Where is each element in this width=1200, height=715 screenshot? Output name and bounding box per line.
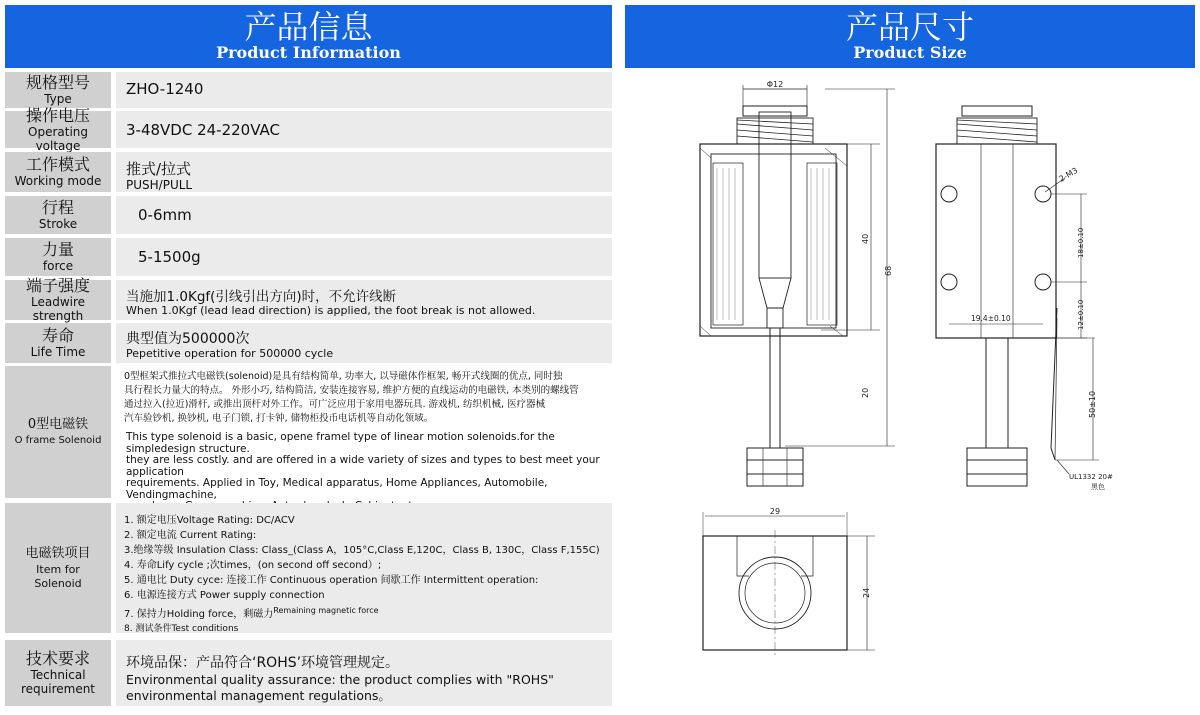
label-en: Working mode: [14, 174, 102, 188]
spec-row-voltage: [5, 105, 612, 153]
coil-left: [713, 163, 743, 325]
value-text: 0-6mm: [138, 206, 192, 224]
list-item: 4. 寿命Lify cycle ;次times，(on second off second）;: [124, 560, 382, 571]
list-item: 5. 通电比 Duty cyce: 连接工作 Continuous operation 间歇工作 Intermittent operation:: [124, 575, 539, 586]
spec-row-stroke: [5, 196, 612, 234]
label-en: O frame Solenoid: [14, 435, 102, 446]
description-line: 汽车验钞机, 换钞机, 电子门锁, 打卡钟, 储物柜投币电话机等自动化领域。: [124, 413, 434, 424]
spec-label: [5, 105, 111, 153]
spring-coils: [957, 120, 1037, 142]
description-panel: [116, 366, 612, 501]
nut-mid: [967, 460, 1027, 474]
spring-coils: [737, 120, 813, 142]
banner-title-en: Product Size: [853, 43, 967, 62]
frame-plate: [936, 144, 1056, 338]
product-information-banner: [5, 5, 612, 68]
front-view: [700, 80, 895, 486]
description-line: they are less costly. and are offered in a wide variety of sizes and types to best meet your application: [126, 454, 600, 478]
label-en: Operating voltage: [28, 124, 88, 153]
label-cn: 工作模式: [25, 155, 90, 174]
spec-row-working-mode: [5, 152, 612, 192]
value-subtext: environmental management regulations。: [126, 688, 391, 703]
side-view: [936, 106, 1113, 491]
spec-value: [116, 196, 612, 234]
spec-value: [116, 280, 612, 320]
list-item: 8. 测试条件Test conditions: [124, 624, 239, 634]
label-cn: 操作电压: [25, 105, 90, 125]
bottom-view: [703, 507, 875, 658]
label-en: Type: [44, 92, 72, 106]
banner-title-cn: 产品信息: [244, 8, 373, 46]
leader-line: [1057, 460, 1069, 474]
label-cn: 行程: [41, 198, 74, 217]
solenoid-items-row: [5, 503, 612, 633]
list-item: 6. 电源连接方式 Power supply connection: [124, 590, 325, 601]
dimension-label: 18±0.10: [1077, 227, 1085, 258]
list-item-superscript: Remaining magnetic force: [273, 606, 379, 615]
coil-right: [807, 163, 837, 325]
items-list: [124, 513, 600, 637]
plunger-stem: [767, 308, 783, 328]
label-en: requirement: [20, 682, 96, 696]
nut-bottom: [967, 474, 1027, 486]
mount-hole: [941, 186, 957, 202]
spec-label: [5, 503, 111, 633]
nut-mid: [747, 460, 803, 474]
dimension-label: 19.4±0.10: [971, 314, 1011, 323]
label-cn: 力量: [41, 240, 74, 259]
o-frame-description-row: [5, 366, 612, 501]
label-cn: 规格型号: [25, 73, 90, 92]
value-subtext: Pepetitive operation for 500000 cycle: [126, 347, 334, 360]
label-en: Life Time: [30, 345, 86, 359]
dimension-label: 2-M3: [1057, 165, 1080, 184]
label-cn: 寿命: [41, 326, 74, 345]
description-line: requirements. Applied in Toy, Medical apparatus, Home Appliances, Automobile, Vendingmachine,: [126, 477, 548, 501]
label-en: Solenoid: [34, 577, 82, 590]
plunger-tip: [759, 278, 791, 308]
banner-title-en: Product Information: [216, 43, 401, 62]
frame-outline: [700, 144, 847, 336]
spec-row-lifetime: [5, 323, 612, 363]
value-subtext: Environmental quality assurance: the product complies with "ROHS": [126, 672, 554, 687]
label-en: force: [42, 259, 74, 273]
spec-label: [5, 323, 111, 363]
nut-bottom: [747, 474, 803, 486]
spec-label: [5, 640, 111, 706]
plunger-cap: [962, 106, 1032, 116]
spec-label: [5, 238, 111, 276]
items-panel: [116, 503, 612, 633]
banner-title-cn: 产品尺寸: [845, 8, 974, 46]
spec-label: [5, 276, 111, 323]
product-size-banner: [625, 5, 1195, 68]
spec-label: [5, 366, 111, 498]
mount-hole: [941, 274, 957, 290]
value-text: 3-48VDC 24-220VAC: [126, 121, 280, 139]
dimension-label: 50±10: [1088, 390, 1097, 418]
label-cn: 电磁铁项目: [25, 546, 91, 561]
dimension-drawing: [625, 68, 1195, 711]
coil-winding-lines: [717, 168, 829, 320]
spec-value: [116, 323, 612, 363]
description-line: 0型框架式推拉式电磁铁(solenoid)是具有结构简单, 功率大, 以导磁体作框架, 畅开式线圈的优点, 同时独: [124, 371, 563, 382]
dimension-label: 12±0.10: [1077, 299, 1085, 330]
list-item: 3.绝缘等级 Insulation Class: Class_(Class A，105°C,Class E,120C，Class B, 130C，Class F,155C): [124, 545, 600, 556]
drawing-svg: [625, 68, 1195, 711]
label-en: Leadwire strength: [30, 295, 86, 323]
mount-hole: [1035, 274, 1051, 290]
description-line: This type solenoid is a basic, opene framel type of linear motion solenoids.for the simpledesign structure.: [126, 431, 555, 455]
spec-label: [5, 196, 111, 234]
value-text: ZHO-1240: [126, 80, 204, 98]
spec-value: [116, 640, 612, 706]
spec-value: [116, 152, 612, 192]
dimension-label: 24: [862, 587, 871, 598]
list-item: 1. 额定电压Voltage Rating: DC/ACV: [124, 515, 295, 526]
label-en: Stroke: [38, 217, 78, 231]
value-subtext: When 1.0Kgf (lead lead direction) is applied, the foot break is not allowed.: [126, 304, 536, 317]
label-en: Technical: [30, 668, 86, 682]
spec-label: [5, 152, 111, 192]
list-item: [124, 603, 600, 622]
value-text: 推式/拉式: [126, 160, 192, 178]
dimension-label: 40: [861, 233, 870, 244]
technical-requirement-row: [5, 640, 612, 706]
spec-value: [116, 238, 612, 276]
nut-top: [967, 448, 1027, 460]
label-en: Item for: [36, 563, 80, 576]
plunger-cap: [743, 106, 807, 116]
dimension-label: 20: [861, 387, 870, 398]
mount-hole: [1035, 186, 1051, 202]
coil-outline: [711, 154, 836, 328]
wire-color-label: 黑色: [1091, 483, 1105, 491]
nut-top: [747, 448, 803, 460]
spec-row-leadwire: [5, 276, 612, 323]
spec-row-type: [5, 72, 612, 108]
spec-value: [116, 111, 612, 148]
description-line: 通过拉入(拉近)滑杆, 或推出顶杆对外工作。可广泛应用于家用电器玩具. 游戏机, 纺织机械, 医疗器械: [124, 399, 546, 410]
spec-label: [5, 72, 111, 108]
spec-value: [116, 72, 612, 108]
label-cn: 技术要求: [25, 649, 90, 668]
value-text: 当施加1.0Kgf(引线引出方向)时，不允许线断: [126, 289, 397, 305]
dimension-label: 68: [884, 265, 893, 276]
list-item-text: 7. 保持力Holding force，剩磁力: [124, 609, 274, 620]
value-subtext: PUSH/PULL: [126, 178, 193, 192]
spec-row-force: [5, 238, 612, 276]
value-text: 5-1500g: [138, 248, 201, 266]
label-cn: 端子强度: [25, 276, 90, 295]
plunger: [759, 112, 791, 278]
wire-label: UL1332 20#: [1069, 473, 1113, 481]
value-text: 典型值为500000次: [126, 331, 250, 347]
description-en: [126, 432, 606, 513]
list-item: 2. 额定电流 Current Rating:: [124, 530, 257, 541]
value-text: 环境品保：产品符合‘ROHS’环境管理规定。: [126, 655, 400, 671]
dimension-label: 29: [769, 507, 781, 516]
dimension-label: Φ12: [766, 80, 784, 89]
description-cn: [124, 370, 606, 426]
description-line: 具行程长力量大的特点。 外形小巧, 结构简洁, 安装连接容易, 维护方便的直线运动的电磁铁, 本类别的螺线管: [124, 385, 579, 396]
label-cn: 0型电磁铁: [27, 417, 89, 432]
